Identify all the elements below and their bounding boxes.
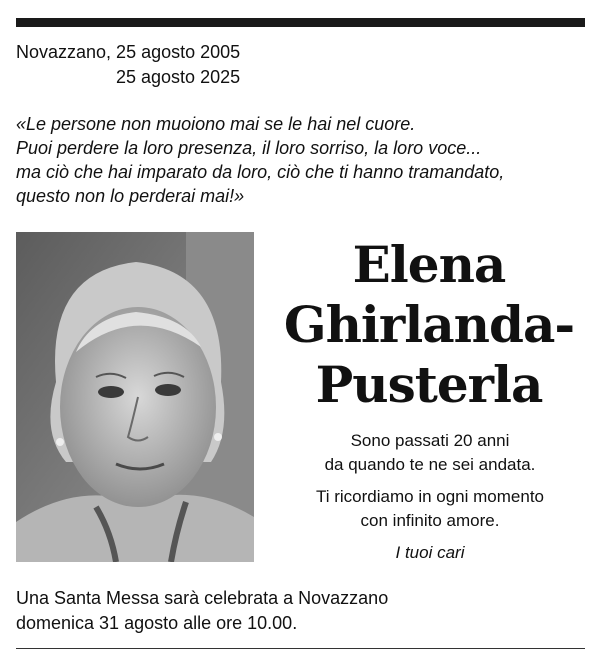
quote-line: ma ciò che hai imparato da loro, ciò che ti hanno tramandato, xyxy=(16,162,505,182)
mass-line: domenica 31 agosto alle ore 10.00. xyxy=(16,613,298,633)
name-line: Ghirlanda- xyxy=(283,295,575,354)
remembrance-message xyxy=(285,429,575,565)
message-line: con infinito amore. xyxy=(360,511,500,530)
portrait-illustration xyxy=(16,232,254,562)
mass-announcement xyxy=(16,586,586,636)
name-line: Elena xyxy=(352,235,506,294)
quote-line: Puoi perdere la loro presenza, il loro sorriso, la loro voce... xyxy=(16,138,482,158)
top-divider xyxy=(16,18,585,27)
message-line: Sono passati 20 anni xyxy=(350,431,510,450)
bottom-divider xyxy=(16,648,585,649)
portrait-photo xyxy=(16,232,254,562)
deceased-name xyxy=(270,235,588,415)
birth-date: Novazzano, 25 agosto 2005 xyxy=(16,42,241,62)
quote-line: «Le persone non muoiono mai se le hai nel cuore. xyxy=(16,114,416,134)
dates-block xyxy=(16,40,240,90)
name-line: Pusterla xyxy=(315,355,543,414)
message-line: da quando te ne sei andata. xyxy=(324,455,536,474)
quote-line: questo non lo perderai mai!» xyxy=(16,186,245,206)
signature: I tuoi cari xyxy=(395,543,465,562)
mass-line: Una Santa Messa sarà celebrata a Novazzano xyxy=(16,588,389,608)
memorial-quote xyxy=(16,112,586,208)
message-line: Ti ricordiamo in ogni momento xyxy=(315,487,544,506)
death-date: 25 agosto 2025 xyxy=(116,67,241,87)
